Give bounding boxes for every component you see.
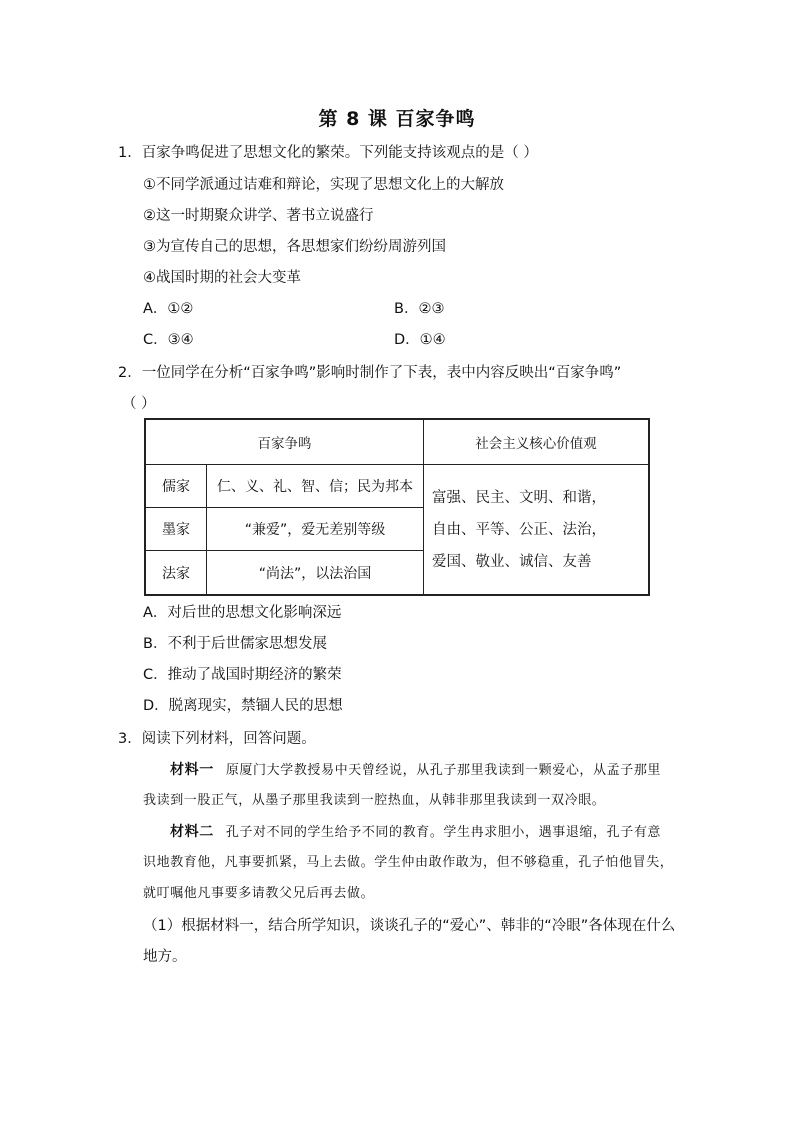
q1-item: ①不同学派通过诘难和辩论，实现了思想文化上的大解放	[143, 177, 504, 193]
q1-option-b: B．②③	[394, 301, 445, 317]
q1-stem: 1．百家争鸣促进了思想文化的繁荣。下列能支持该观点的是（ ）	[118, 145, 538, 161]
q2-answer-paren: （ ）	[122, 396, 156, 412]
table-school-cell: 法家	[145, 551, 207, 595]
material-two-line: 就叮嘱他凡事要多请教父兄后再去做。	[143, 886, 375, 901]
q2-option-d: D．脱离现实，禁锢人民的思想	[143, 698, 343, 714]
q1-item: ④战国时期的社会大变革	[143, 270, 301, 286]
core-values-line: 爱国、敬业、诚信、友善	[432, 553, 592, 570]
core-values-cell	[424, 465, 650, 596]
q3-stem: 3．阅读下列材料，回答问题。	[118, 731, 316, 747]
material-one-label: 材料一	[170, 762, 214, 778]
q2-option-c: C．推动了战国时期经济的繁荣	[143, 667, 342, 683]
q1-option-c: C．③④	[143, 332, 194, 348]
lesson-title: 第 8 课 百家争鸣	[318, 108, 476, 130]
q1-option-d: D．①④	[394, 332, 446, 348]
table-school-cell: 儒家	[145, 465, 207, 508]
table-header-left: 百家争鸣	[145, 419, 424, 465]
q3-subquestion-1: （1）根据材料一，结合所学知识，谈谈孔子的“爱心”、韩非的“冷眼”各体现在什么	[143, 918, 676, 934]
table-school-cell: 墨家	[145, 508, 207, 551]
q3-subquestion-1-cont: 地方。	[143, 949, 187, 965]
q2-stem: 2．一位同学在分析“百家争鸣”影响时制作了下表，表中内容反映出“百家争鸣”	[118, 365, 622, 381]
q2-option-a: A．对后世的思想文化影响深远	[143, 605, 342, 621]
material-two-line: 识地教育他，凡事要抓紧，马上去做。学生仲由敢作敢为，但不够稳重，孔子怕他冒失，	[143, 855, 674, 870]
core-values-line: 自由、平等、公正、法治，	[432, 521, 606, 538]
table-header-right: 社会主义核心价值观	[424, 419, 650, 465]
table-idea-cell: “尚法”，以法治国	[207, 551, 424, 595]
q1-option-a: A．①②	[143, 301, 194, 317]
q1-item: ③为宣传自己的思想，各思想家们纷纷周游列国	[143, 239, 446, 255]
comparison-table	[144, 418, 650, 596]
material-two-line: 材料二 孔子对不同的学生给予不同的教育。学生冉求胆小，遇事退缩，孔子有意	[170, 824, 662, 840]
q1-item: ②这一时期聚众讲学、著书立说盛行	[143, 208, 374, 224]
q2-option-b: B．不利于后世儒家思想发展	[143, 636, 327, 652]
material-one-line: 我读到一股正气，从墨子那里我读到一腔热血，从韩非那里我读到一双冷眼。	[143, 793, 606, 808]
table-idea-cell: 仁、义、礼、智、信；民为邦本	[207, 465, 424, 508]
table-idea-cell: “兼爱”，爱无差别等级	[207, 508, 424, 551]
core-values-line: 富强、民主、文明、和谐，	[432, 489, 606, 506]
material-one-line: 材料一 原厦门大学教授易中天曾经说，从孔子那里我读到一颗爱心，从孟子那里	[170, 762, 662, 778]
material-two-label: 材料二	[170, 824, 214, 840]
